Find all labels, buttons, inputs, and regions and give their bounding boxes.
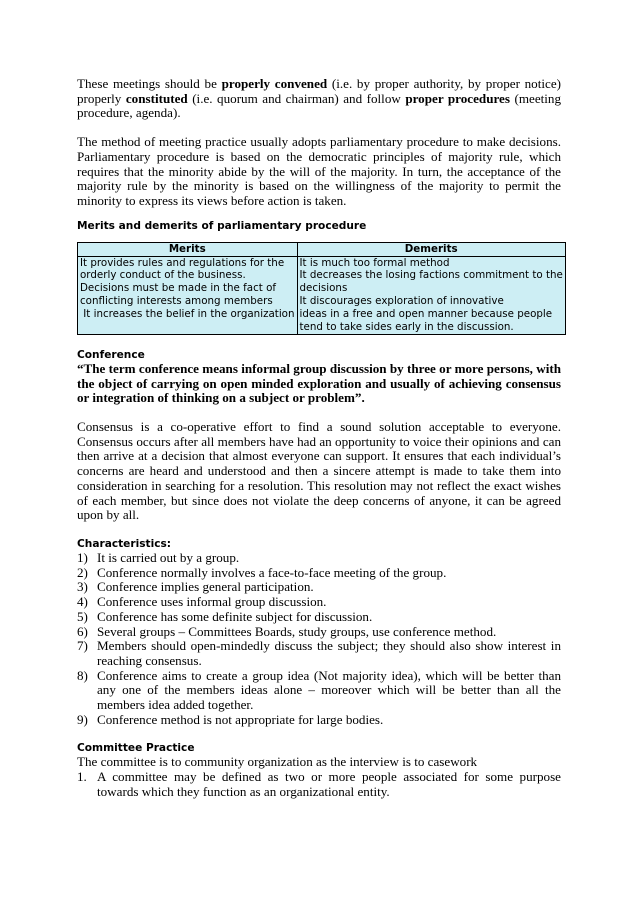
bold-term: properly convened bbox=[221, 76, 328, 91]
merits-demerits-table bbox=[77, 242, 566, 335]
merit-line: It increases the belief in the organization bbox=[80, 308, 295, 321]
demerit-line: It decreases the losing factions commitment to the bbox=[299, 269, 563, 282]
list-item: 8) Conference aims to create a group idea (Not majority idea), which will be better than any one of the members ideas alone – moreover which will be better than all the members idea added together. bbox=[77, 667, 561, 713]
demerits-column-header: Demerits bbox=[297, 242, 565, 256]
list-item: 4) Conference uses informal group discussion. bbox=[77, 594, 327, 610]
merit-line: Decisions must be made in the fact of bbox=[80, 282, 276, 295]
characteristics-list bbox=[77, 551, 561, 727]
text-run: (i.e. quorum and chairman) and follow bbox=[187, 90, 406, 106]
bold-term: constituted bbox=[125, 90, 188, 106]
document-page bbox=[77, 77, 561, 800]
merit-line: conflicting interests among members bbox=[80, 295, 273, 308]
committee-intro: The committee is to community organization as the interview is to casework bbox=[77, 754, 478, 770]
list-item: 9) Conference method is not appropriate for large bodies. bbox=[77, 711, 384, 727]
list-item: 5) Conference has some definite subject for discussion. bbox=[77, 608, 373, 624]
demerit-line: It discourages exploration of innovative bbox=[299, 295, 504, 308]
text-run: (i.e. by proper authority, by proper notice) properly bbox=[77, 76, 561, 106]
list-item: 1) It is carried out by a group. bbox=[77, 550, 240, 565]
list-item: 6) Several groups – Committees Boards, study groups, use conference method. bbox=[77, 623, 497, 639]
demerit-line: It is much too formal method bbox=[299, 256, 450, 269]
demerit-line: decisions bbox=[299, 282, 348, 295]
list-item: 3) Conference implies general participation. bbox=[77, 579, 314, 595]
merits-column-header: Merits bbox=[78, 242, 298, 256]
list-item: 2) Conference normally involves a face-to-face meeting of the group. bbox=[77, 564, 447, 580]
merit-line: It provides rules and regulations for the bbox=[80, 256, 285, 269]
demerits-cell bbox=[297, 256, 565, 334]
intro-paragraph-2: The method of meeting practice usually adopts parliamentary procedure to make decisions. Parliamentary procedure is based on the democratic principles of majority rule, which requires that the minority abide by the will of the majority. In turn, the acceptance of the majority rule by the minority is based on the willingness of the majority to permit the minority to express its views before action is taken. bbox=[77, 134, 561, 208]
committee-list bbox=[77, 770, 561, 799]
committee-heading: Committee Practice bbox=[77, 742, 195, 755]
list-item: 1. A committee may be defined as two or more people associated for some purpose towards which they function as an organizational entity. bbox=[77, 769, 561, 799]
bold-term: proper procedures bbox=[405, 90, 510, 106]
conference-definition-quote: “The term conference means informal group discussion by three or more persons, with the object of carrying on open minded exploration and usually of achieving consensus or integration of thinking on a subject or problem”. bbox=[77, 360, 561, 406]
intro-paragraph-1 bbox=[77, 77, 561, 121]
merit-line: orderly conduct of the business. bbox=[80, 269, 246, 282]
list-item: 7) Members should open-mindedly discuss the subject; they should also show interest in reaching consensus. bbox=[77, 638, 561, 668]
merits-cell bbox=[78, 256, 298, 334]
demerit-line: ideas in a free and open manner because people bbox=[299, 308, 553, 321]
merits-heading: Merits and demerits of parliamentary procedure bbox=[77, 219, 367, 232]
consensus-paragraph: Consensus is a co-operative effort to find a sound solution acceptable to everyone. Consensus occurs after all members have had an opportunity to voice their opinions and can then arrive at a decision that almost everyone can support. It ensures that each individual’s concerns are heard and understood and then a sincere attempt is made to take them into consideration in searching for a resolution. This resolution may not reflect the exact wishes of each member, but since does not violate the deep concerns of anyone, it can be agreed upon by all. bbox=[77, 419, 561, 523]
demerit-line: tend to take sides early in the discussion. bbox=[299, 321, 514, 334]
conference-heading: Conference bbox=[77, 348, 145, 361]
text-run: (meeting procedure, agenda). bbox=[77, 90, 562, 121]
text-run: These meetings should be bbox=[77, 76, 222, 91]
characteristics-heading: Characteristics: bbox=[77, 538, 172, 550]
